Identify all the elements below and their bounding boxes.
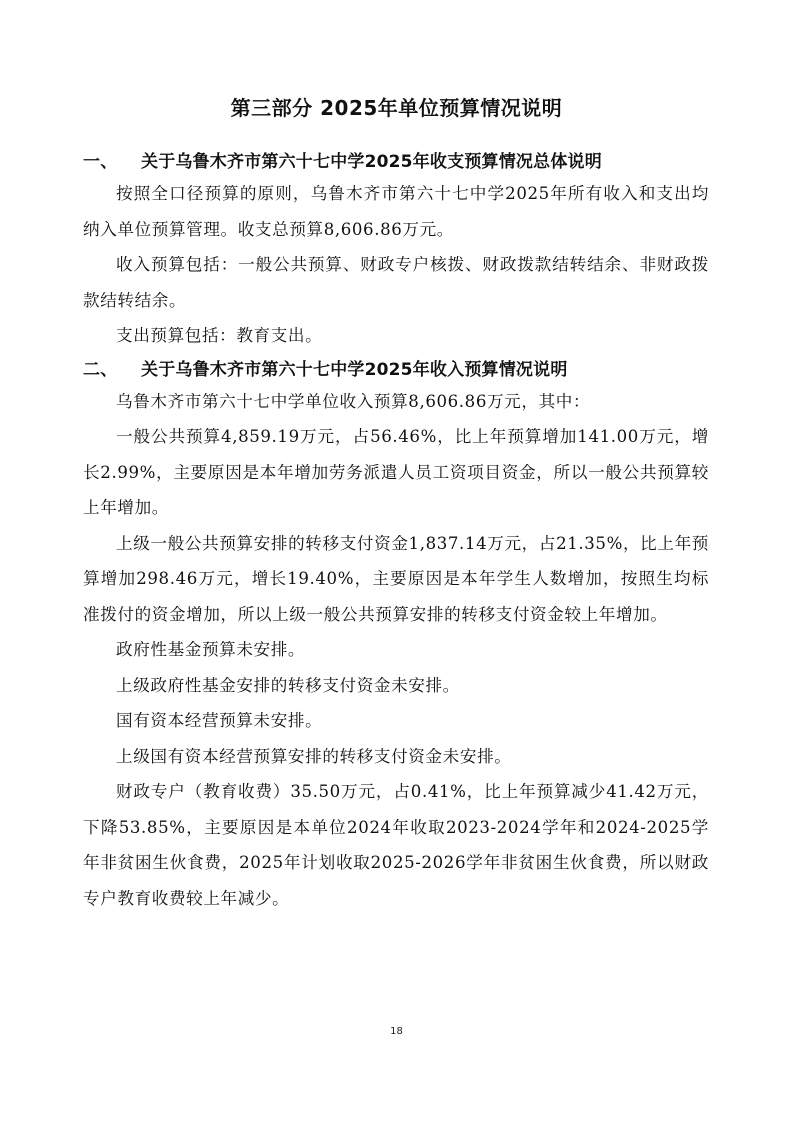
page-number: 18 (390, 1026, 403, 1037)
document-body (83, 148, 709, 916)
paragraph: 收入预算包括：一般公共预算、财政专户核拨、财政拨款结转结余、非财政拨款结转结余。 (83, 255, 709, 310)
paragraph: 一般公共预算4,859.19万元，占56.46%，比上年预算增加141.00万元，增长2.99%，主要原因是本年增加劳务派遣人员工资项目资金，所以一般公共预算较上年增加。 (83, 427, 709, 517)
section-1-heading (83, 148, 709, 176)
section-2-heading (83, 356, 709, 384)
section-2-number: 二、 (83, 359, 118, 380)
paragraph: 上级国有资本经营预算安排的转移支付资金未安排。 (116, 746, 512, 766)
paragraph: 政府性基金预算未安排。 (116, 640, 306, 659)
paragraph: 财政专户（教育收费）35.50万元，占0.41%，比上年预算减少41.42万元，下降53.85%，主要原因是本单位2024年收取2023-2024学年和2024-2025学年非贫困生伙食费，2025年计划收取2025-2026学年非贫困生伙食费，所以财政专户教育收费较上年减少。 (83, 782, 709, 908)
paragraph: 按照全口径预算的原则，乌鲁木齐市第六十七中学2025年所有收入和支出均纳入单位预算管理。收支总预算8,606.86万元。 (83, 184, 709, 239)
paragraph: 国有资本经营预算未安排。 (116, 711, 323, 730)
document-title: 第三部分 2025年单位预算情况说明 (230, 96, 563, 120)
paragraph: 乌鲁木齐市第六十七中学单位收入预算8,606.86万元，其中： (116, 391, 591, 411)
section-2-title: 关于乌鲁木齐市第六十七中学2025年收入预算情况说明 (141, 359, 568, 380)
paragraph: 上级政府性基金安排的转移支付资金未安排。 (116, 675, 460, 695)
paragraph: 支出预算包括：教育支出。 (116, 326, 323, 345)
paragraph: 上级一般公共预算安排的转移支付资金1,837.14万元，占21.35%，比上年预算增加298.46万元，增长19.40%，主要原因是本年学生人数增加，按照生均标准拨付的资金增加，所以上级一般公共预算安排的转移支付资金较上年增加。 (83, 533, 709, 624)
section-1-number: 一、 (83, 152, 118, 172)
section-1-title: 关于乌鲁木齐市第六十七中学2025年收支预算情况总体说明 (141, 152, 602, 172)
